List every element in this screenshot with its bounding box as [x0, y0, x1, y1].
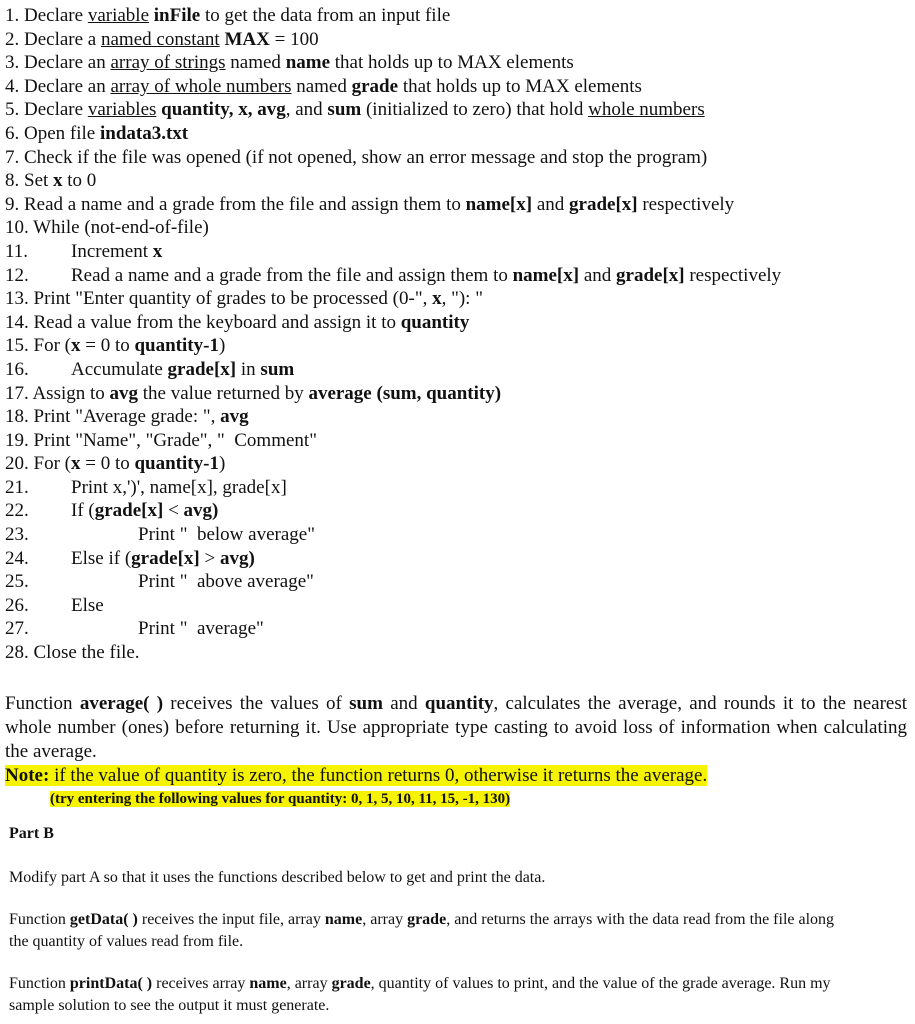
step-text [5, 617, 264, 641]
step-line [5, 429, 910, 453]
text-span: receives the values of [163, 693, 350, 714]
step-text [19, 147, 707, 168]
step-number: 18. [5, 406, 29, 428]
step-line [5, 570, 910, 594]
step-line [5, 28, 910, 52]
text-span: Check if the file was opened (if not opened, show an error message and stop the program) [19, 146, 708, 168]
text-span: Print " above average" [138, 571, 314, 593]
bold-term: getData( ) [69, 911, 138, 928]
step-line [5, 547, 910, 571]
text-span: Print " below average" [138, 524, 315, 546]
bold-term: sum [260, 358, 295, 380]
step-text [5, 523, 315, 547]
function-getdata-description [9, 909, 839, 953]
step-line [5, 452, 910, 476]
text-span: Else if ( [71, 547, 132, 569]
step-line [5, 216, 910, 240]
step-text [5, 499, 218, 523]
text-span: , array [286, 975, 332, 992]
step-text [5, 358, 294, 382]
text-span: Function [9, 975, 70, 992]
bold-term: avg [220, 406, 249, 428]
text-span: , and [285, 99, 328, 121]
step-number: 22. [5, 500, 29, 522]
text-span: , quantity of values to print, and the value of the grade average. Run my sample solution to see the output it must generate. [9, 975, 831, 1014]
text-span: Declare an [19, 52, 111, 74]
bold-term: x [432, 288, 442, 310]
step-text [19, 52, 574, 73]
step-text [19, 99, 704, 120]
part-b-intro: Modify part A so that it uses the functions described below to get and print the data. [9, 869, 546, 886]
step-text [5, 240, 162, 264]
step-number: 26. [5, 594, 29, 616]
step-text [29, 383, 501, 404]
step-text [19, 29, 318, 50]
try-values-line [50, 789, 510, 809]
bold-term: grade [331, 975, 371, 992]
bold-term: grade[x] [167, 358, 237, 380]
bold-term: sum [327, 99, 362, 121]
step-line [5, 334, 910, 358]
step-line [5, 240, 910, 264]
step-line [5, 405, 910, 429]
bold-term: grade[x] [94, 500, 164, 522]
function-printdata-description [9, 973, 839, 1017]
step-text [29, 430, 317, 451]
step-number: 27. [5, 618, 29, 640]
step-line [5, 641, 910, 665]
step-number: 12. [5, 264, 29, 286]
step-number: 10. [5, 217, 29, 239]
step-number: 24. [5, 547, 29, 569]
step-number: 14. [5, 311, 29, 333]
text-span: Else [71, 594, 104, 616]
step-number: 13. [5, 288, 29, 310]
step-text [19, 170, 96, 191]
function-average-description [5, 692, 907, 764]
text-span: to 0 [62, 170, 97, 192]
bold-term: x [70, 335, 81, 357]
text-span: Function [9, 911, 70, 928]
text-span: to get the data from an input file [200, 5, 451, 26]
step-number: 3. [5, 52, 20, 74]
text-span: ) [218, 453, 226, 475]
step-number: 16. [5, 358, 29, 380]
step-number: 6. [5, 122, 20, 144]
bold-term: grade [351, 75, 399, 97]
text-span: , and returns the arrays with the data read from the file along the quantity of values read from file. [9, 911, 835, 950]
bold-term: x [152, 240, 163, 262]
bold-term: grade[x] [616, 264, 685, 286]
step-text [29, 642, 140, 663]
bold-term: avg) [183, 500, 219, 522]
text-span: named [225, 52, 286, 74]
text-span: Increment [71, 240, 153, 262]
step-line [5, 617, 910, 641]
bold-term: quantity-1 [134, 453, 219, 475]
step-line [5, 499, 910, 523]
step-line [5, 98, 910, 122]
step-line [5, 146, 910, 170]
text-span: If ( [71, 500, 95, 522]
note-label: Note: [5, 765, 50, 786]
text-span: Declare [19, 99, 88, 121]
step-number: 19. [5, 429, 29, 451]
step-line [5, 382, 910, 406]
text-span: Print x,')', name[x], grade[x] [71, 476, 287, 498]
text-span: Print "Average grade: ", [28, 406, 221, 428]
text-span: For ( [28, 335, 71, 357]
text-span: Assign to [28, 382, 110, 404]
text-span: the value returned by [138, 382, 309, 404]
text-span: = 0 to [80, 335, 135, 357]
step-line [5, 311, 910, 335]
step-line [5, 193, 910, 217]
step-text [5, 476, 287, 500]
step-line [5, 523, 910, 547]
bold-term: average( ) [79, 693, 164, 714]
text-span: While (not-end-of-file) [28, 217, 209, 239]
bold-term: quantity-1 [134, 335, 219, 357]
step-line [5, 264, 910, 288]
text-span: named [291, 75, 352, 97]
text-span: Print "Name", "Grade", " Comment" [28, 429, 317, 451]
text-span: , "): " [441, 288, 483, 310]
step-number: 21. [5, 476, 29, 498]
text-span: Set [19, 170, 54, 192]
bold-term: avg) [219, 547, 255, 569]
text-span: , array [362, 911, 408, 928]
step-line [5, 169, 910, 193]
step-number: 25. [5, 571, 29, 593]
underlined-term: named constant [101, 28, 220, 50]
text-span: Declare a [19, 28, 101, 50]
note-text: if the value of quantity is zero, the function returns 0, otherwise it returns the average. [49, 765, 708, 786]
text-span: Read a name and a grade from the file and assign them to [19, 193, 466, 215]
text-span: and [382, 693, 425, 714]
step-text [29, 453, 226, 474]
step-text [29, 288, 483, 309]
text-span: Read a value from the keyboard and assign it to [28, 311, 401, 333]
bold-term: name[x] [512, 264, 580, 286]
text-span: = 100 [269, 28, 319, 50]
text-span: , calculates the average, and rounds it to the nearest whole number (ones) before returning it. Use appropriate type casting to avoid loss of information when calculating the average. [5, 693, 908, 762]
step-text [5, 264, 781, 288]
bold-term: quantity, x, avg [161, 99, 286, 121]
bold-term: x [53, 170, 63, 192]
bold-term: inFile [153, 5, 201, 26]
bold-term: average (sum, quantity) [308, 382, 502, 404]
step-line [5, 51, 910, 75]
text-span: Print "Enter quantity of grades to be processed (0-", [28, 288, 433, 310]
step-number: 5. [5, 99, 20, 121]
step-text [29, 312, 470, 333]
step-number: 8. [5, 170, 20, 192]
step-text [19, 76, 642, 97]
part-b-heading: Part B [9, 825, 54, 842]
step-number: 11. [5, 240, 29, 262]
text-span: receives the input file, array [137, 911, 325, 928]
underlined-term: variable [87, 5, 149, 26]
text-span: Declare [19, 5, 88, 26]
step-number: 28. [5, 642, 29, 664]
bold-term: grade[x] [131, 547, 200, 569]
bold-term: printData( ) [69, 975, 153, 992]
bold-term: x [70, 453, 81, 475]
text-span: Declare an [19, 75, 111, 97]
text-span: Function [5, 693, 80, 714]
step-number: 15. [5, 335, 29, 357]
text-span: < [163, 500, 184, 522]
text-span: that holds up to MAX elements [398, 75, 642, 97]
try-values-text: (try entering the following values for quantity: 0, 1, 5, 10, 11, 15, -1, 130) [50, 791, 511, 807]
text-span: respectively [684, 264, 782, 286]
step-text [29, 217, 209, 238]
pseudocode-steps [5, 4, 910, 665]
step-line [5, 122, 910, 146]
bold-term: name[x] [465, 193, 533, 215]
text-span: in [236, 358, 261, 380]
step-text [5, 570, 314, 594]
step-line [5, 4, 910, 28]
step-number: 7. [5, 146, 20, 168]
step-number: 4. [5, 75, 20, 97]
underlined-term: whole numbers [588, 99, 705, 121]
text-span: Print " average" [138, 618, 264, 640]
step-number: 2. [5, 28, 20, 50]
bold-term: MAX [224, 28, 270, 50]
underlined-term: array of strings [110, 52, 226, 74]
bold-term: indata3.txt [99, 122, 189, 144]
step-line [5, 476, 910, 500]
underlined-term: variables [87, 99, 157, 121]
step-line [5, 287, 910, 311]
bold-term: avg [109, 382, 139, 404]
text-span: Close the file. [28, 642, 140, 664]
step-text [29, 335, 226, 356]
step-text [5, 547, 255, 571]
step-text [29, 406, 249, 427]
step-text [19, 5, 450, 26]
step-number: 9. [5, 193, 20, 215]
bold-term: name [285, 52, 331, 74]
step-line [5, 75, 910, 99]
text-span: respectively [637, 193, 735, 215]
bold-term: grade[x] [569, 193, 638, 215]
step-number: 1. [5, 5, 20, 26]
text-span: (initialized to zero) that hold [361, 99, 589, 121]
text-span: = 0 to [80, 453, 135, 475]
bold-term: quantity [400, 311, 470, 333]
text-span: that holds up to MAX elements [330, 52, 574, 74]
note-line [5, 764, 707, 788]
bold-term: grade [407, 911, 447, 928]
step-line [5, 358, 910, 382]
text-span: receives array [152, 975, 250, 992]
underlined-term: array of whole numbers [110, 75, 292, 97]
text-span: > [199, 547, 220, 569]
step-text [19, 123, 188, 144]
text-span: Read a name and a grade from the file and assign them to [71, 264, 513, 286]
step-line [5, 594, 910, 618]
bold-term: name [249, 975, 287, 992]
text-span: ) [218, 335, 226, 357]
step-text [19, 194, 734, 215]
text-span: Accumulate [71, 358, 168, 380]
bold-term: quantity [424, 693, 494, 714]
text-span: and [579, 264, 617, 286]
step-number: 17. [5, 382, 29, 404]
bold-term: name [324, 911, 363, 928]
bold-term: sum [349, 693, 383, 714]
step-number: 20. [5, 453, 29, 475]
text-span: For ( [28, 453, 71, 475]
text-span: Open file [19, 122, 100, 144]
step-number: 23. [5, 524, 29, 546]
text-span: and [532, 193, 570, 215]
